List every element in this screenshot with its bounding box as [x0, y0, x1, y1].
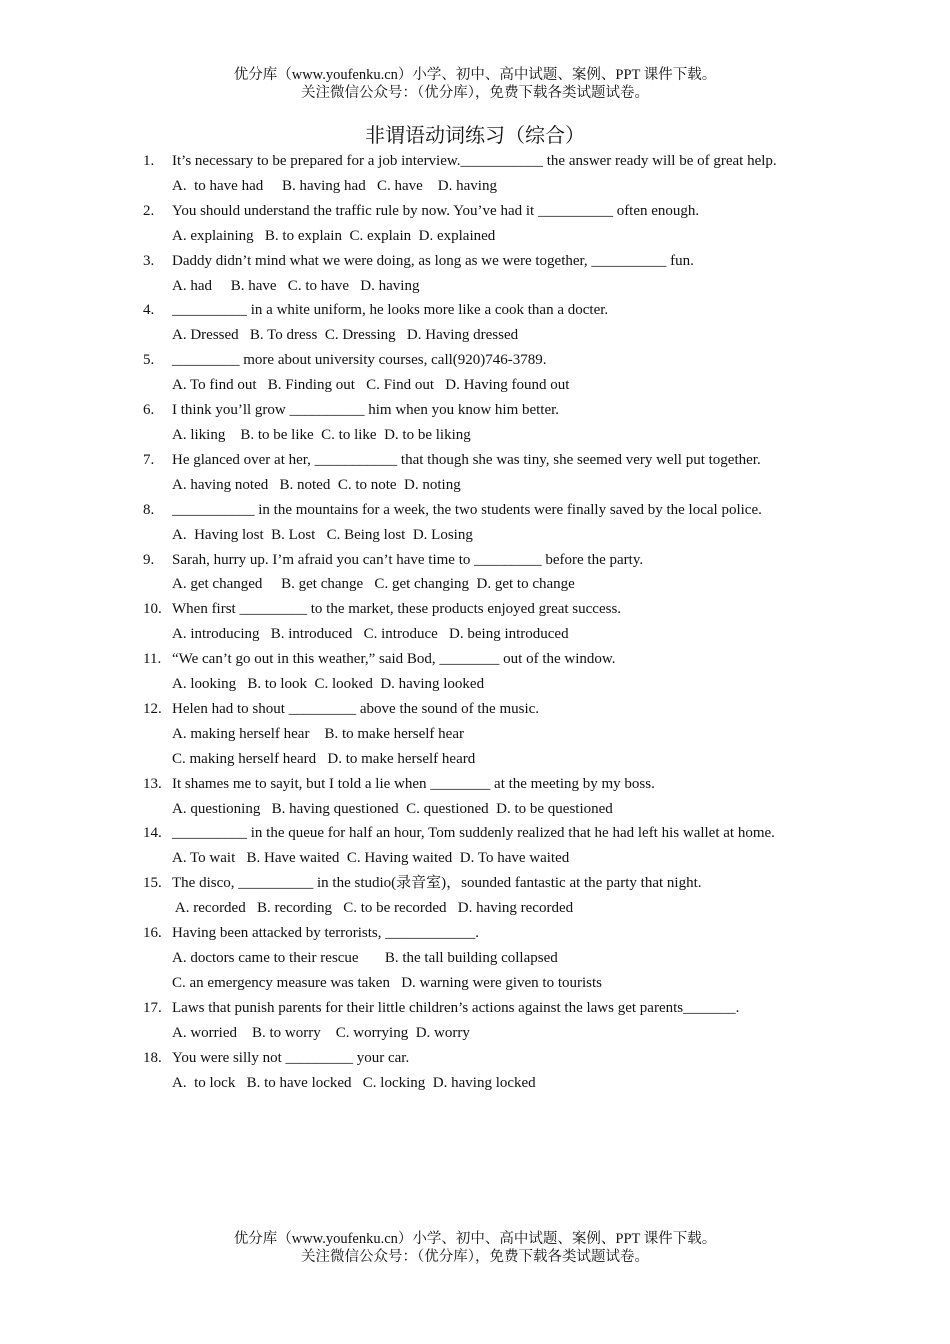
question-number: 11. — [143, 651, 162, 668]
question-list — [143, 149, 806, 1095]
question-text: It’s necessary to be prepared for a job interview.___________ the answer ready will be of great help. — [172, 153, 777, 169]
answer-options: C. an emergency measure was taken D. warning were given to tourists — [172, 974, 603, 991]
question-number: 17. — [143, 999, 162, 1016]
question-item — [143, 498, 806, 548]
question-item — [143, 996, 806, 1046]
question-item — [143, 199, 806, 249]
question-text: ___________ in the mountains for a week, the two students were finally saved by the local police. — [172, 501, 762, 518]
question-text: “We can’t go out in this weather,” said Bod, ________ out of the window. — [172, 651, 616, 668]
question-item — [143, 548, 806, 598]
answer-options: A. Dressed B. To dress C. Dressing D. Having dressed — [172, 327, 519, 344]
question-text: It shames me to sayit, but I told a lie when ________ at the meeting by my boss. — [172, 775, 655, 792]
question-text: You were silly not _________ your car. — [172, 1049, 410, 1066]
question-item — [143, 697, 806, 772]
question-item — [143, 821, 806, 871]
answer-options: A. doctors came to their rescue B. the tall building collapsed — [172, 950, 558, 966]
question-item — [143, 597, 806, 647]
question-item — [143, 871, 806, 921]
answer-options: A. had B. have C. to have D. having — [172, 277, 420, 294]
question-item — [143, 448, 806, 498]
question-item — [143, 149, 806, 199]
question-text: __________ in the queue for half an hour, Tom suddenly realized that he had left his wallet at home. — [172, 825, 775, 842]
header-line-1: 优分库（www.youfenku.cn）小学、初中、高中试题、案例、PPT 课件下载。 — [233, 67, 717, 83]
question-item — [143, 398, 806, 448]
question-text: Laws that punish parents for their little children’s actions against the laws get parents_______. — [172, 999, 740, 1016]
question-item — [143, 348, 806, 398]
question-item — [143, 249, 806, 299]
question-number: 9. — [143, 551, 155, 568]
answer-options: A. worried B. to worry C. worrying D. worry — [172, 1024, 470, 1041]
page-title: 非谓语动词练习（综合） — [365, 125, 585, 147]
question-number: 14. — [143, 825, 162, 842]
question-item — [143, 298, 806, 348]
question-number: 7. — [143, 451, 155, 468]
page-header — [0, 66, 950, 102]
question-text: Having been attacked by terrorists, ____________. — [172, 925, 480, 942]
question-number: 8. — [143, 501, 155, 518]
answer-options: A. explaining B. to explain C. explain D. explained — [172, 227, 496, 244]
question-text: Helen had to shout _________ above the sound of the music. — [172, 700, 540, 717]
question-text: Daddy didn’t mind what we were doing, as long as we were together, __________ fun. — [172, 252, 694, 269]
answer-options: A. liking B. to be like C. to like D. to be liking — [172, 426, 471, 443]
answer-options: A. to have had B. having had C. have D. having — [172, 177, 497, 194]
page-footer — [0, 1230, 950, 1266]
answer-options: C. making herself heard D. to make herself heard — [172, 750, 476, 767]
question-text: When first _________ to the market, these products enjoyed great success. — [172, 601, 622, 618]
question-number: 15. — [143, 875, 162, 892]
question-item — [143, 772, 806, 822]
answer-options: A. having noted B. noted C. to note D. noting — [172, 476, 461, 493]
question-number: 6. — [143, 402, 155, 419]
question-text: I think you’ll grow __________ him when you know him better. — [172, 402, 560, 419]
question-text: The disco, __________ in the studio(录音室)，sounded fantastic at the party that night. — [172, 875, 702, 892]
question-number: 10. — [143, 601, 162, 618]
answer-options: A. To wait B. Have waited C. Having waited D. To have waited — [172, 850, 570, 867]
question-number: 3. — [143, 252, 155, 269]
question-number: 13. — [143, 775, 162, 792]
question-number: 2. — [143, 202, 155, 219]
header-line-2: 关注微信公众号：（优分库），免费下载各类试题试卷。 — [301, 85, 649, 101]
question-item — [143, 1046, 806, 1096]
question-text: Sarah, hurry up. I’m afraid you can’t have time to _________ before the party. — [172, 551, 644, 568]
question-text: You should understand the traffic rule by now. You’ve had it __________ often enough. — [172, 202, 700, 219]
question-number: 12. — [143, 700, 162, 717]
answer-options: A. looking B. to look C. looked D. having looked — [172, 676, 485, 693]
answer-options: A. to lock B. to have locked C. locking D. having locked — [172, 1074, 536, 1091]
question-text: _________ more about university courses, call(920)746-3789. — [172, 352, 547, 369]
question-number: 1. — [143, 153, 155, 169]
question-number: 4. — [143, 302, 155, 319]
question-text: He glanced over at her, ___________ that though she was tiny, she seemed very well put together. — [172, 451, 761, 468]
answer-options: A. To find out B. Finding out C. Find out D. Having found out — [172, 377, 570, 394]
answer-options: A. get changed B. get change C. get changing D. get to change — [172, 576, 575, 593]
question-text: __________ in a white uniform, he looks more like a cook than a docter. — [172, 302, 609, 319]
answer-options: A. questioning B. having questioned C. questioned D. to be questioned — [172, 800, 613, 817]
answer-options: A. Having lost B. Lost C. Being lost D. Losing — [172, 526, 473, 543]
footer-line-2: 关注微信公众号：（优分库），免费下载各类试题试卷。 — [301, 1249, 649, 1265]
question-number: 5. — [143, 352, 155, 369]
question-number: 18. — [143, 1049, 162, 1066]
question-item — [143, 921, 806, 996]
footer-line-1: 优分库（www.youfenku.cn）小学、初中、高中试题、案例、PPT 课件下载。 — [233, 1231, 717, 1247]
answer-options: A. recorded B. recording C. to be recorded D. having recorded — [172, 900, 574, 917]
answer-options: A. introducing B. introduced C. introduce D. being introduced — [172, 626, 569, 643]
question-number: 16. — [143, 925, 162, 942]
question-item — [143, 647, 806, 697]
answer-options: A. making herself hear B. to make herself hear — [172, 725, 464, 742]
